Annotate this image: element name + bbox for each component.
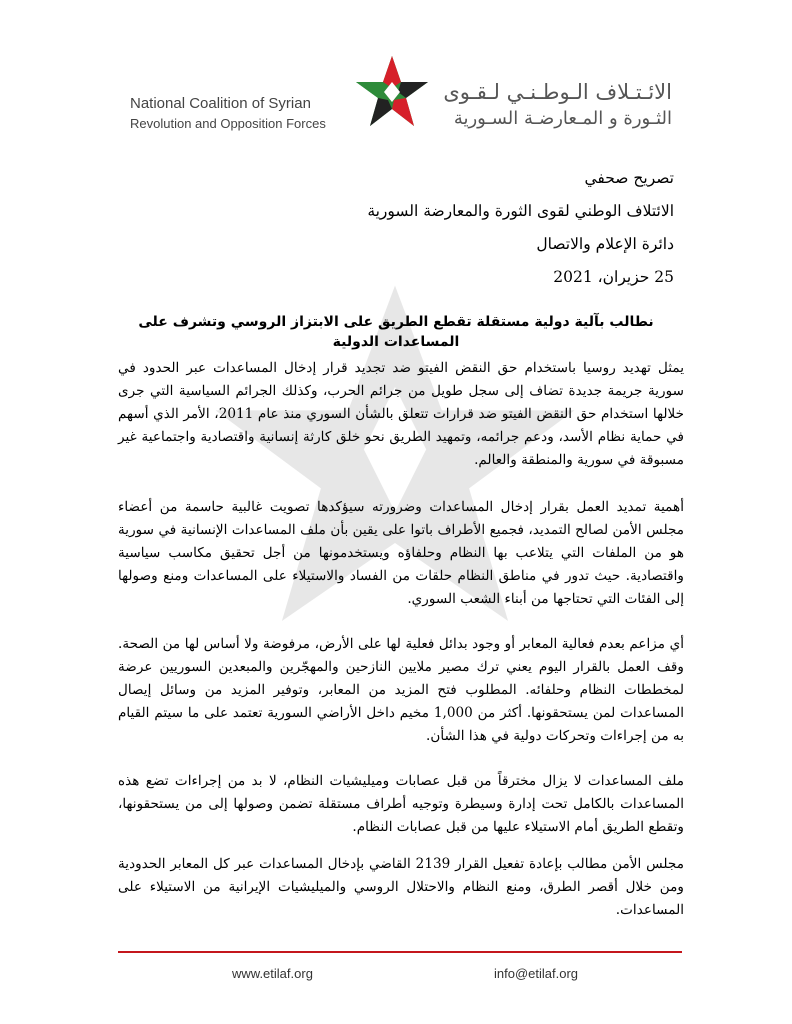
logo-en-line1: National Coalition of Syrian (130, 95, 311, 112)
footer-website-link[interactable]: www.etilaf.org (232, 966, 313, 981)
organization-name: الائتلاف الوطني لقوى الثورة والمعارضة السورية (367, 202, 674, 220)
department-name: دائرة الإعلام والاتصال (536, 235, 674, 253)
release-date: 25 حزيران، 2021 (553, 268, 674, 286)
press-release-title: نطالب بآلية دولية مستقلة تقطع الطريق على الابتزاز الروسي وتشرف على المساعدات الدولية (138, 314, 654, 350)
logo-en-line2: Revolution and Opposition Forces (130, 116, 326, 131)
paragraph-3: أي مزاعم بعدم فعالية المعابر أو وجود بدائل فعلية لها على الأرض، مرفوضة ولا أساس لها من الصحة. وقف العمل بالقرار اليوم يعني ترك مصير ملايين النازحين والمهجّرين والمبعدين السوريين عرضة لمخططات النظام وحلفائه. المطلوب فتح المزيد من المعابر، وتوفير المزيد من وسائل إيصال المساعدات لمن يستحقونها. أكثر من 1,000 مخيم داخل الأراضي السورية تعتمد على ما سيتم القيام به من إجراءات وتحركات دولية في هذا الشأن. (118, 636, 684, 744)
document-type: تصريح صحفي (584, 169, 674, 187)
footer-divider (118, 951, 682, 953)
logo-arabic-text (432, 78, 672, 132)
logo-ar-line1: الائـتـلاف الـوطـنـي لـقـوى (443, 80, 672, 104)
paragraph-1: يمثل تهديد روسيا باستخدام حق النقض الفيتو ضد تجديد قرار إدخال المساعدات عبر الحدود في سورية جريمة جديدة تضاف إلى سجل طويل من جرائم الحرب، وكذلك الجرائم السياسية التي جرى خلالها استخدام حق النقض الفيتو ضد قرارات تتعلق بالشأن السوري منذ عام 2011، الأمر الذي أسهم في حماية نظام الأسد، ودعم جرائمه، وتمهيد الطريق نحو خلق كارثة إنسانية واقتصادية واجتماعية غير مسبوقة في سورية والمنطقة والعالم. (118, 360, 684, 468)
coalition-star-logo (352, 52, 432, 132)
logo-english-text (130, 94, 350, 134)
logo-ar-line2: الثـورة و المـعارضـة السـورية (453, 108, 672, 129)
paragraph-5: مجلس الأمن مطالب بإعادة تفعيل القرار 2139 القاضي بإدخال المساعدات عبر كل المعابر الحدودية ومن خلال أقصر الطرق، ومنع النظام والاحتلال الروسي والميليشيات الإيرانية من الاستيلاء على المساعدات. (118, 856, 684, 918)
paragraph-4: ملف المساعدات لا يزال مخترقاً من قبل عصابات وميليشيات النظام، لا بد من إجراءات تضع هذه المساعدات بالكامل تحت إدارة وسيطرة وتوجيه أطراف مستقلة تضمن وصولها إلى من يستحقونها، وتقطع الطريق أمام الاستيلاء عليها من قبل عصابات النظام. (118, 773, 684, 835)
footer-email-link[interactable]: info@etilaf.org (494, 966, 579, 981)
paragraph-2: أهمية تمديد العمل بقرار إدخال المساعدات وضرورته سيؤكدها تصويت غالبية حاسمة من أعضاء مجلس الأمن لصالح التمديد، فجميع الأطراف باتوا على يقين بأن ملف المساعدات الإنسانية في سورية هو من الملفات التي يتلاعب بها النظام وحلفاؤه ويستخدمونها من أجل تحقيق مكاسب سياسية واقتصادية. حيث تدور في مناطق النظام حلقات من الفساد والاستيلاء على المساعدات ومنع وصولها إلى الفئات التي تحتاجها من أبناء الشعب السوري. (118, 499, 684, 607)
